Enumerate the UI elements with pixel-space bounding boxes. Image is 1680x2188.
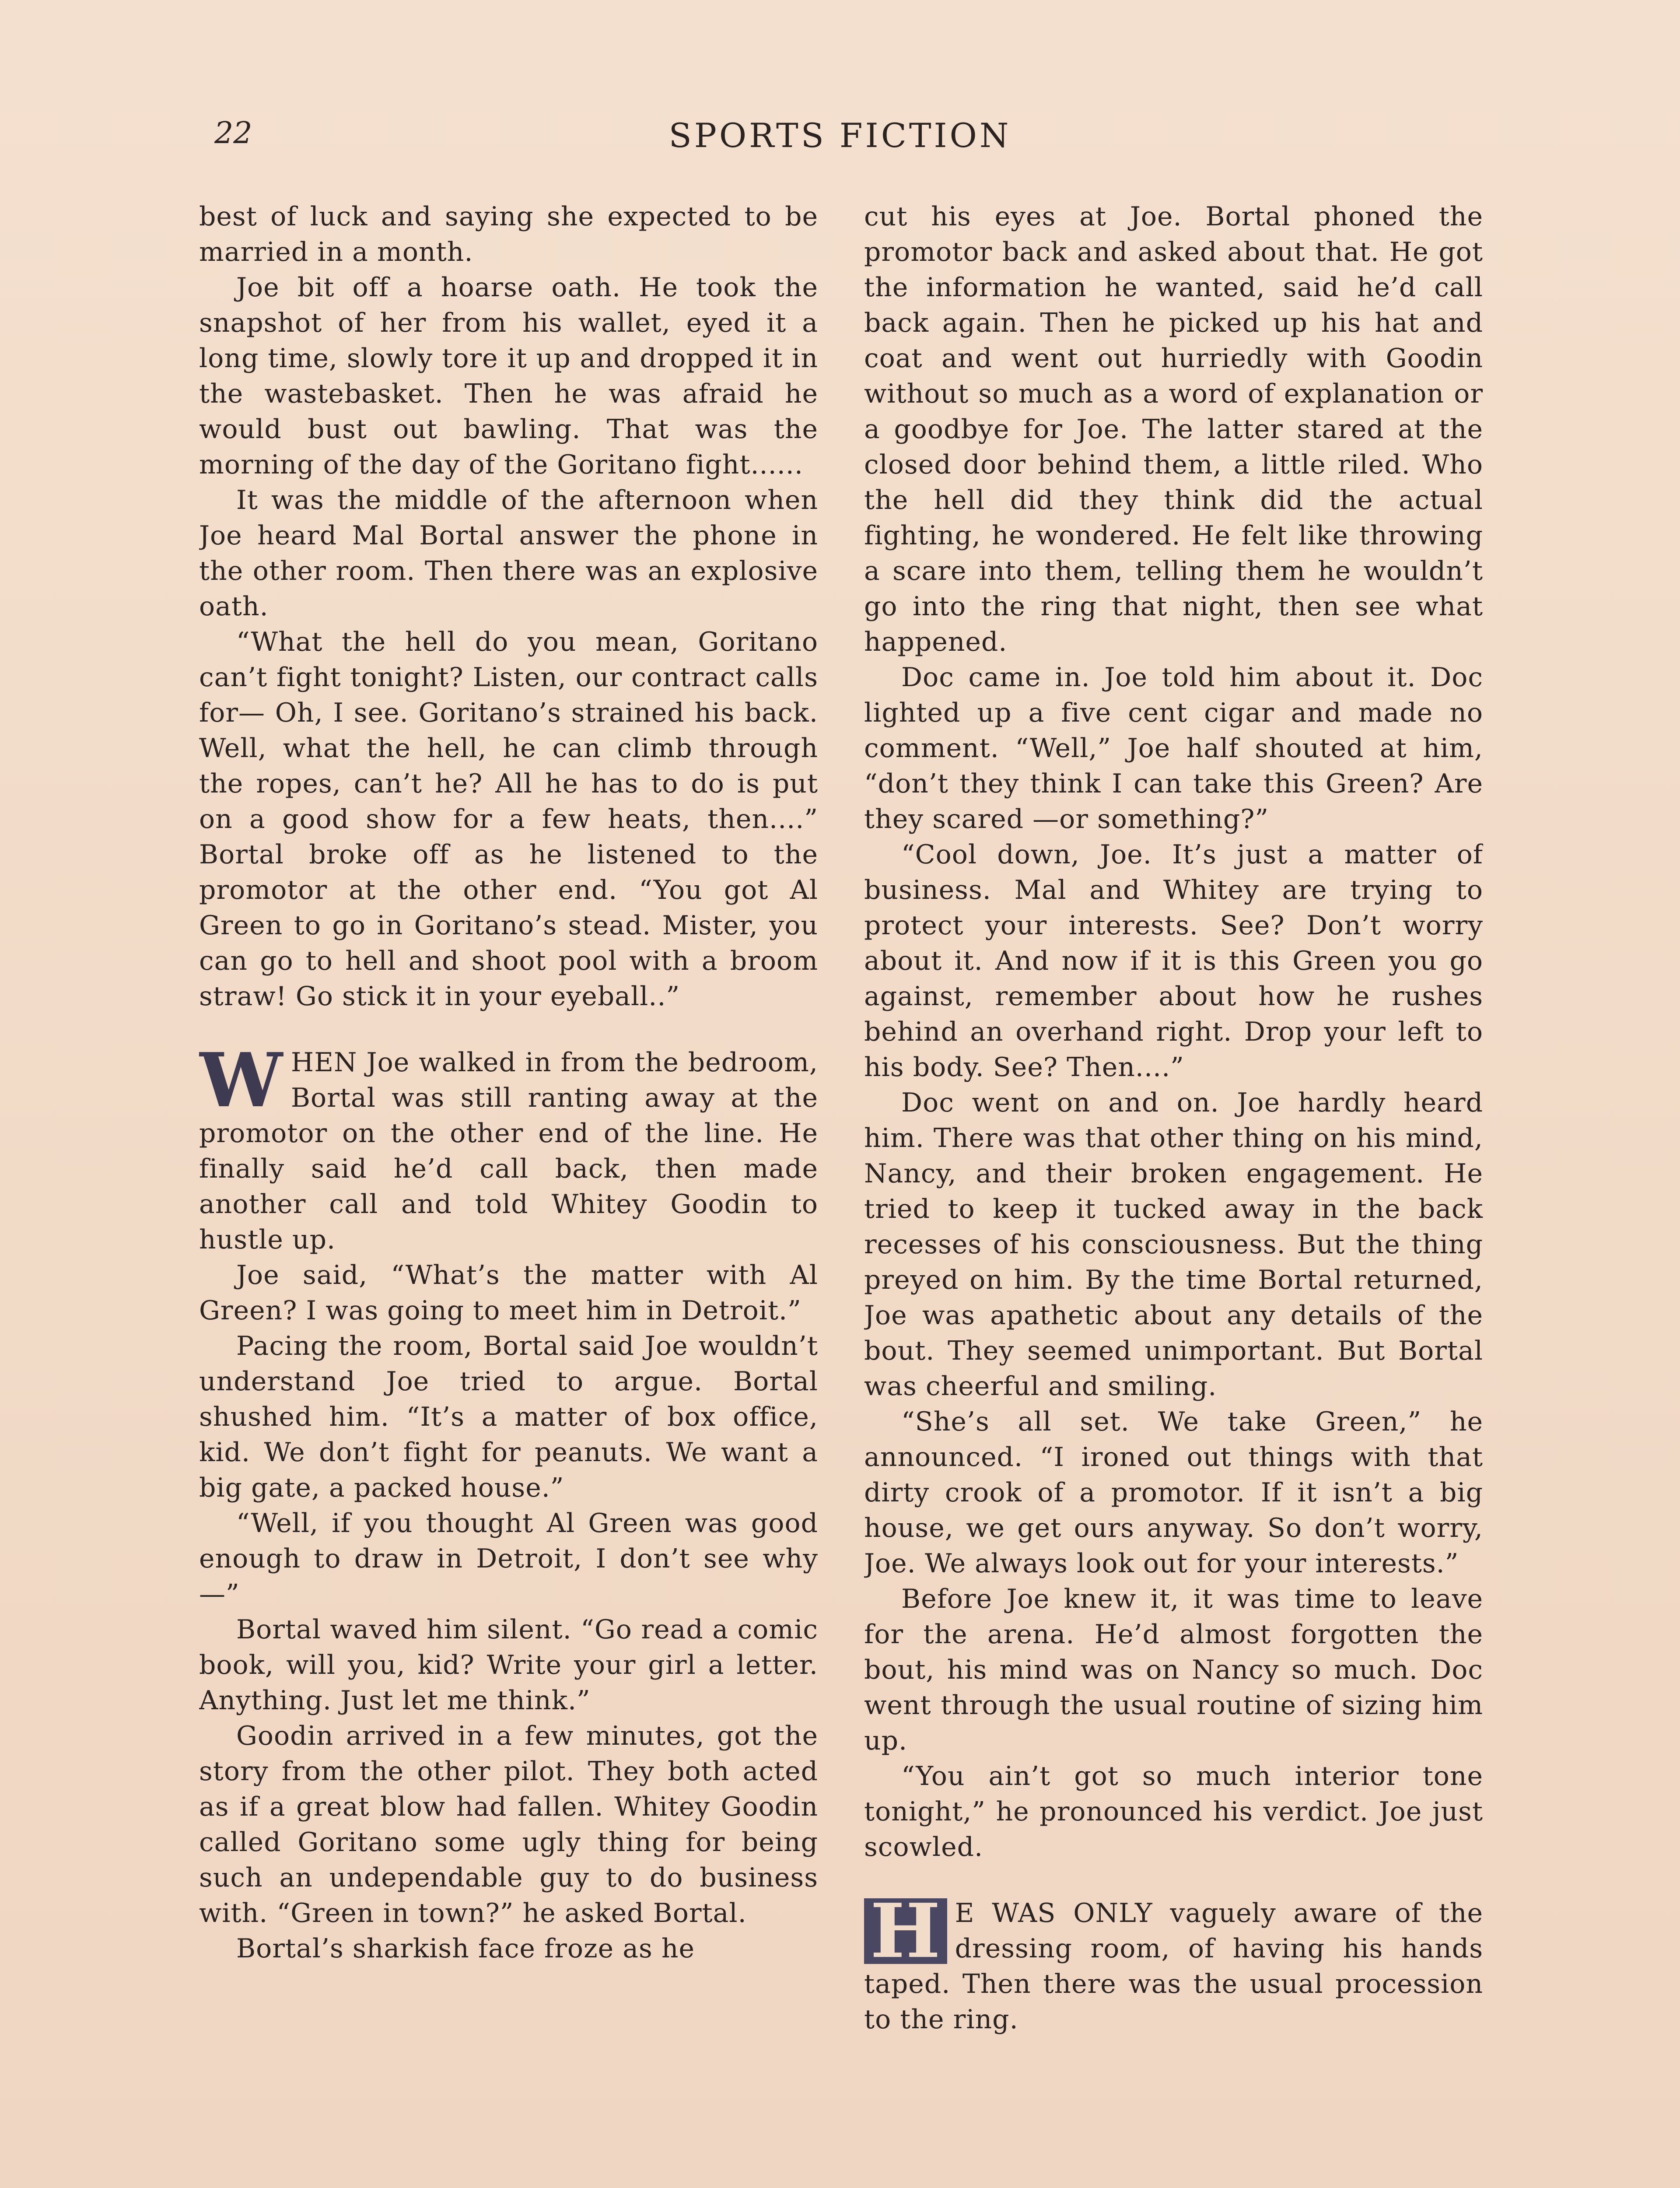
paragraph [864, 660, 1483, 837]
paragraph-text: Joe said, “What’s the matter with Al Green? I was going to meet him in Detroit.” [199, 1260, 818, 1326]
paragraph [864, 199, 1483, 660]
paragraph [199, 1506, 818, 1612]
paragraph [199, 199, 818, 270]
page-number: 22 [214, 116, 252, 151]
paragraph-text: Joe bit off a hoarse oath. He took the snapshot of her from his wallet, eyed it a long time, slowly tore it up and dropped it in the wastebasket. Then he was afraid he would bust out bawling. That was the morning of the day of the Goritano fight...... [199, 272, 818, 480]
paragraph [199, 1612, 818, 1718]
paragraph [864, 1404, 1483, 1581]
left-column [199, 199, 818, 2188]
paragraph-text: “What the hell do you mean, Goritano can’t fight tonight? Listen, our contract calls for— Oh, I see. Goritano’s strained his back. Well, what the hell, he can climb through the ropes, can’t he? All he has to do is put on a good show for a few heats, then....” Bortal broke off as he listened to the promotor at the other end. “You got Al Green to go in Goritano’s stead. Mister, you can go to hell and shoot pool with a broom straw! Go stick it in your eyeball..” [199, 627, 818, 1012]
paragraph [199, 483, 818, 624]
paragraph [864, 1759, 1483, 1865]
right-column [864, 199, 1483, 2188]
paragraph [864, 1085, 1483, 1404]
paragraph-text: “You ain’t got so much interior tone tonight,” he pronounced his verdict. Joe just scowled. [864, 1761, 1483, 1862]
text-columns [199, 199, 1483, 2188]
paragraph-text: “Cool down, Joe. It’s just a matter of business. Mal and Whitey are trying to protect your interests. See? Don’t worry about it. And now if it is this Green you go against, remember about how he rushes behind an overhand right. Drop your left to his body. See? Then....” [864, 839, 1483, 1083]
paragraph [199, 1037, 818, 1258]
paragraph [199, 1718, 818, 1931]
running-head: SPORTS FICTION [668, 116, 1012, 155]
paragraph-text: Bortal waved him silent. “Go read a comic book, will you, kid? Write your girl a letter. Anything. Just let me think.” [199, 1614, 818, 1716]
drop-cap: H [864, 1898, 947, 1964]
paragraph-text: E WAS ONLY vaguely aware of the dressing room, of having his hands taped. Then there was the usual procession to the ring. [864, 1898, 1483, 2035]
paragraph [199, 1329, 818, 1506]
paragraph-text: Bortal’s sharkish face froze as he [236, 1933, 695, 1964]
paragraph-text: “She’s all set. We take Green,” he announced. “I ironed out things with that dirty crook of a promotor. If it isn’t a big house, we get ours anyway. So don’t worry, Joe. We always look out for your interests.” [864, 1406, 1483, 1579]
paragraph-text: Goodin arrived in a few minutes, got the story from the other pilot. They both acted as if a great blow had fallen. Whitey Goodin called Goritano some ugly thing for being such an undependable guy to do business with. “Green in town?” he asked Bortal. [199, 1721, 818, 1929]
paragraph-text: best of luck and saying she expected to be married in a month. [199, 201, 818, 267]
paragraph-text: HEN Joe walked in from the bedroom, Bortal was still ranting away at the promotor on the other end of the line. He finally said he’d call back, then made another call and told Whitey Goodin to hustle up. [199, 1047, 818, 1255]
paragraph [864, 837, 1483, 1085]
paragraph [199, 1931, 818, 1967]
paragraph-text: “Well, if you thought Al Green was good enough to draw in Detroit, I don’t see why—” [199, 1508, 818, 1609]
paragraph-text: Before Joe knew it, it was time to leave for the arena. He’d almost forgotten the bout, his mind was on Nancy so much. Doc went through the usual routine of sizing him up. [864, 1584, 1483, 1756]
paragraph-text: cut his eyes at Joe. Bortal phoned the promotor back and asked about that. He got the information he wanted, said he’d call back again. Then he picked up his hat and coat and went out hurriedly with Goodin without so much as a word of explanation or a goodbye for Joe. The latter stared at the closed door behind them, a little riled. Who the hell did they think did the actual fighting, he wondered. He felt like throwing a scare into them, telling them he wouldn’t go into the ring that night, then see what happened. [864, 201, 1483, 657]
paragraph [864, 1581, 1483, 1759]
paragraph [864, 1887, 1483, 2037]
drop-cap: W [199, 1037, 283, 1124]
paragraph-text: It was the middle of the afternoon when Joe heard Mal Bortal answer the phone in the other room. Then there was an explosive oath. [199, 485, 818, 622]
page-header [201, 112, 1479, 164]
paragraph-text: Doc came in. Joe told him about it. Doc lighted up a five cent cigar and made no comment. “Well,” Joe half shouted at him, “don’t they think I can take this Green? Are they scared —or something?” [864, 662, 1483, 835]
paragraph-text: Doc went on and on. Joe hardly heard him. There was that other thing on his mind, Nancy, and their broken engagement. He tried to keep it tucked away in the back recesses of his consciousness. But the thing preyed on him. By the time Bortal returned, Joe was apathetic about any details of the bout. They seemed unimportant. But Bortal was cheerful and smiling. [864, 1087, 1483, 1402]
paragraph [199, 270, 818, 483]
paragraph-text: Pacing the room, Bortal said Joe wouldn’t understand Joe tried to argue. Bortal shushed him. “It’s a matter of box office, kid. We don’t fight for peanuts. We want a big gate, a packed house.” [199, 1331, 818, 1503]
paragraph [199, 1258, 818, 1329]
paragraph [199, 624, 818, 1014]
